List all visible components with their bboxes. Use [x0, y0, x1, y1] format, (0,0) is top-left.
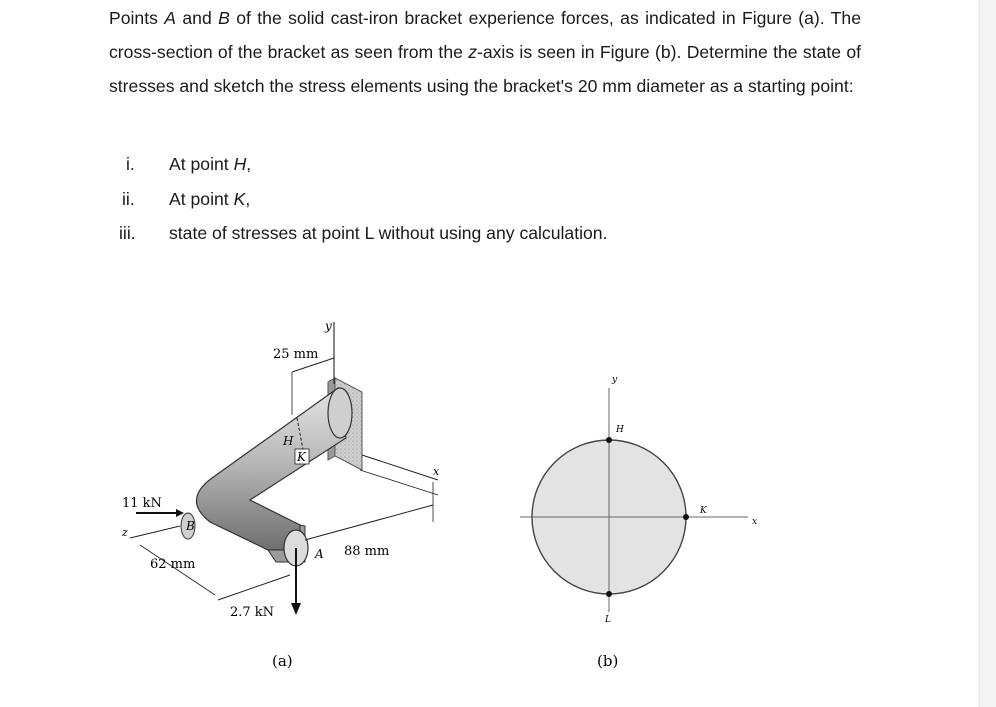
figure-a-bracket: [121, 319, 440, 670]
bracket-arm: [196, 388, 346, 550]
section-point-l-label: L: [605, 615, 611, 625]
axis-y-label: y: [325, 319, 332, 333]
point-h-dot: [606, 437, 612, 443]
problem-statement: [109, 1, 861, 103]
force-11kn-head: [176, 509, 184, 517]
point-h-label: H: [283, 434, 294, 448]
item-number: ii.: [122, 188, 135, 209]
figures: [100, 300, 780, 680]
item-number: iii.: [119, 223, 136, 243]
cylinder-end: [328, 388, 352, 438]
dim-88-label: 88 mm: [344, 544, 390, 559]
item-text: At point H,: [169, 154, 252, 174]
force-side-label: 11 kN: [122, 496, 162, 511]
figure-b-cross-section: [520, 375, 757, 670]
scrollbar-track[interactable]: [979, 0, 996, 707]
dim-62-line: [218, 575, 290, 600]
axis-x-label: x: [433, 465, 440, 478]
axis-z-label: z: [122, 526, 128, 539]
x-axis-line: [362, 455, 438, 480]
question-text: and: [176, 8, 219, 28]
point-b-label: B: [186, 519, 195, 533]
z-axis-label: z: [468, 42, 477, 62]
figure-b-caption: (b): [597, 652, 619, 670]
question-text: Points: [109, 8, 165, 28]
section-point-k-label: K: [700, 506, 707, 516]
z-axis-line: [130, 526, 180, 538]
force-down-label: 2.7 kN: [230, 605, 275, 620]
section-axis-y-label: y: [612, 375, 618, 385]
question-text: of the solid cast-iron bracket experience forces, as indicated in Figure (a). The cross-section of the bracket as seen from the: [109, 8, 861, 62]
point-a-label: A: [315, 547, 324, 561]
section-point-h-label: H: [616, 425, 624, 435]
dim-25-label: 25 mm: [273, 347, 319, 362]
item-text: At point K,: [169, 188, 251, 209]
point-l-dot: [606, 591, 612, 597]
point-b-label: B: [218, 8, 230, 28]
item-number: i.: [126, 154, 135, 174]
dim-88-ext: [360, 470, 438, 495]
item-text: state of stresses at point L without using any calculation.: [169, 223, 608, 243]
dim-88-line: [305, 505, 433, 540]
figure-a-caption: (a): [272, 652, 293, 670]
point-k-label: K: [297, 450, 306, 464]
dim-62-label: 62 mm: [150, 557, 196, 572]
force-2-7kn-head: [291, 603, 301, 615]
section-axis-x-label: x: [752, 517, 758, 527]
point-a-label: A: [164, 8, 177, 28]
question-text: -axis is seen in Figure (b). Determine the state of stresses and sketch the stress elements using the bracket's 20 mm diameter as a starting point:: [109, 42, 861, 96]
point-k-dot: [683, 514, 689, 520]
